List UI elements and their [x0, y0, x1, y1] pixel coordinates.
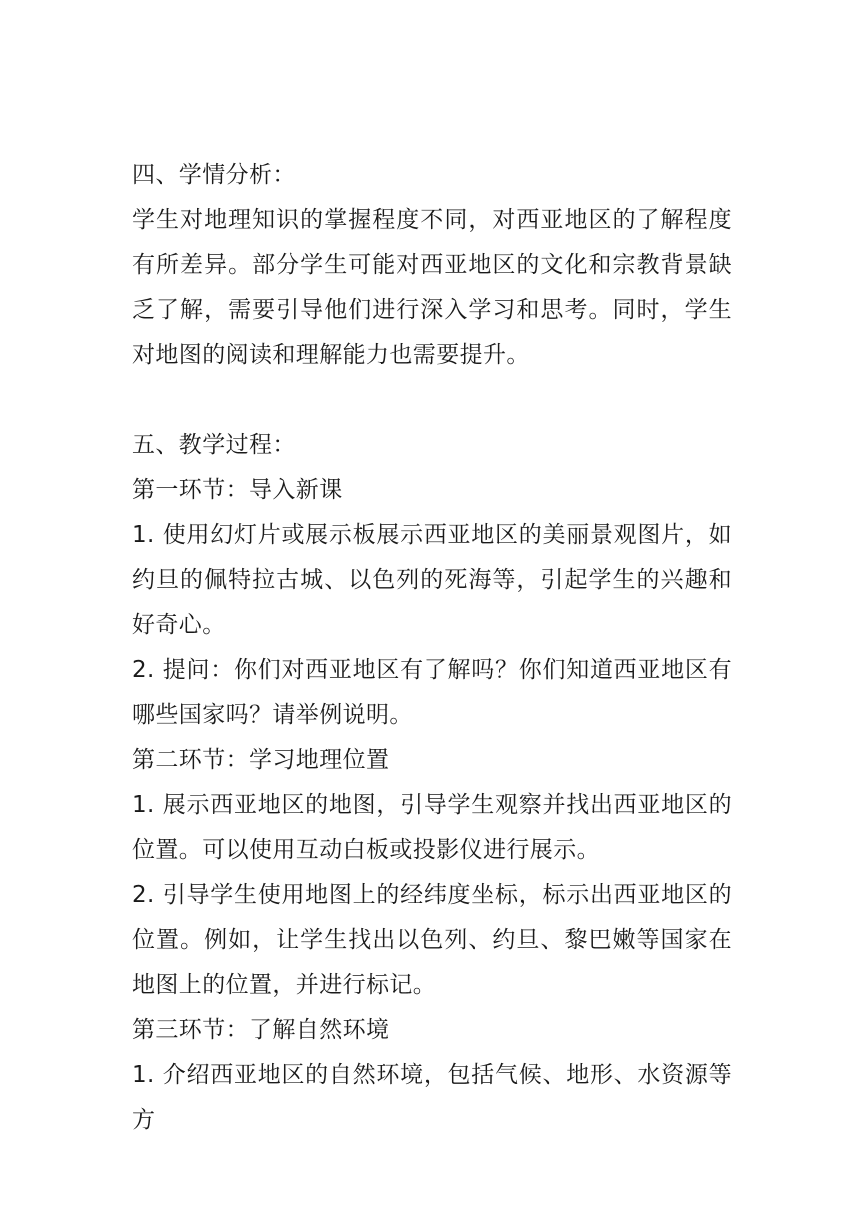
- list-item: 2. 引导学生使用地图上的经纬度坐标，标示出西亚地区的位置。例如，让学生找出以色列、约旦、黎巴嫩等国家在地图上的位置，并进行标记。: [132, 882, 732, 998]
- learner-analysis-paragraph: 学生对地理知识的掌握程度不同，对西亚地区的了解程度有所差异。部分学生可能对西亚地区的文化和宗教背景缺乏了解，需要引导他们进行深入学习和思考。同时，学生对地图的阅读和理解能力也需要提升。: [132, 207, 732, 368]
- stage-title-natural-environment: 第三环节：了解自然环境: [132, 1017, 390, 1043]
- section-heading-teaching-process: 五、教学过程：: [132, 432, 296, 458]
- paragraph-spacer: [132, 378, 732, 423]
- list-item: 1. 展示西亚地区的地图，引导学生观察并找出西亚地区的位置。可以使用互动白板或投影仪进行展示。: [132, 792, 732, 863]
- document-body: [132, 153, 732, 1143]
- list-item: 2. 提问：你们对西亚地区有了解吗？你们知道西亚地区有哪些国家吗？请举例说明。: [132, 657, 732, 728]
- stage-title-introduction: 第一环节：导入新课: [132, 477, 343, 503]
- stage-title-geographic-location: 第二环节：学习地理位置: [132, 747, 390, 773]
- list-item: 1. 介绍西亚地区的自然环境，包括气候、地形、水资源等方: [132, 1062, 732, 1133]
- section-heading-learner-analysis: 四、学情分析：: [132, 162, 296, 188]
- list-item: 1. 使用幻灯片或展示板展示西亚地区的美丽景观图片，如约旦的佩特拉古城、以色列的死海等，引起学生的兴趣和好奇心。: [132, 522, 732, 638]
